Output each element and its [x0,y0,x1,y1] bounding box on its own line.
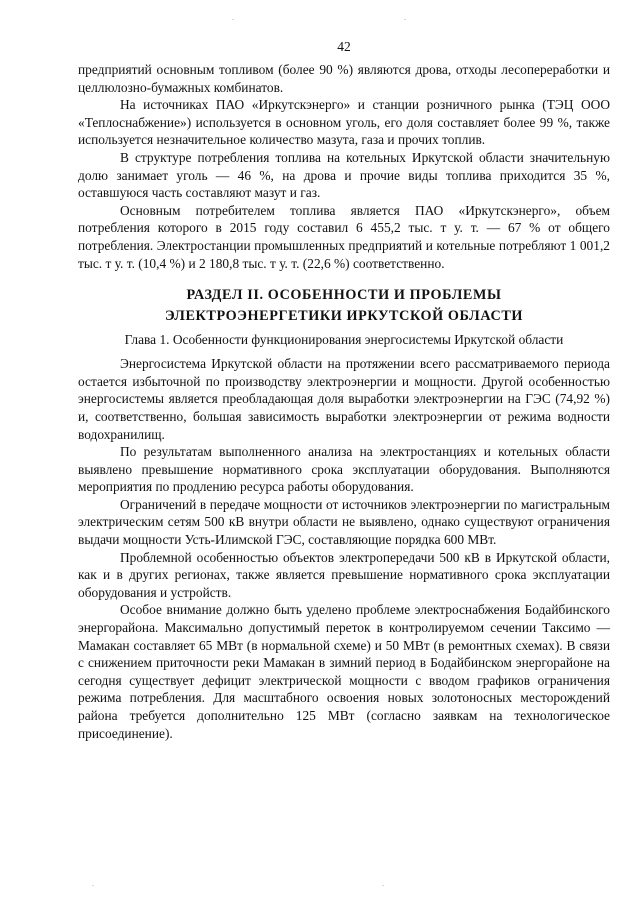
section-title [78,285,610,327]
scan-mark: . [404,13,406,22]
section-title-line: ЭЛЕКТРОЭНЕРГЕТИКИ ИРКУТСКОЙ ОБЛАСТИ [164,308,524,325]
paragraph: Особое внимание должно быть уделено проблеме электроснабжения Бодайбинского энергорайона. Максимально допустимый переток в контролируемом сечении Таксимо — Мамакан составляет 65 МВт (в нормальной схеме) и 50 МВт (в ремонтных схемах). В связи с снижением приточности реки Мамакан в зимний период в Бодайбинском энергорайоне на сегодня существует дефицит электрической мощности с вводом графиков ограничения режима потребления. Для масштабного освоения новых золотоносных месторождений района требуется дополнительно 125 МВт (согласно заявкам на технологическое присоединение). [78,602,610,741]
scan-mark: . [92,879,94,888]
page-number: 42 [337,39,351,54]
scan-mark: . [382,879,384,888]
paragraph: На источниках ПАО «Иркутскэнерго» и станции розничного рынка (ТЭЦ ООО «Теплоснабжение») используется в основном уголь, его доля составляет более 99 %, также используется незначительное количество мазута, газа и прочих топлив. [78,97,610,148]
paragraph: Энергосистема Иркутской области на протяжении всего рассматриваемого периода остается избыточной по производству электроэнергии и мощности. Другой особенностью энергосистемы является преобладающая доля выработки электроэнергии на ГЭС (74,92 %) и, соответственно, большая зависимость выработки электроэнергии от режима водности водохранилищ. [78,356,610,442]
section-title-line: РАЗДЕЛ II. ОСОБЕННОСТИ И ПРОБЛЕМЫ [186,287,502,304]
paragraph: В структуре потребления топлива на котельных Иркутской области значительную долю занимает уголь — 46 %, на дрова и прочие виды топлива приходится 35 %, оставшуюся часть составляют мазут и газ. [78,149,610,201]
paragraph: Ограничений в передаче мощности от источников электроэнергии по магистральным электрическим сетям 500 кВ внутри области не выявлено, однако существуют ограничения выдачи мощности Усть-Илимской ГЭС, составляющие порядка 600 МВт. [78,496,610,548]
chapter-title: Глава 1. Особенности функционирования энергосистемы Иркутской области [124,332,564,348]
scan-mark: . [232,13,234,22]
paragraph-continued: предприятий основным топливом (более 90 %) являются дрова, отходы лесопереработки и целлюлозно-бумажных комбинатов. [78,62,610,95]
paragraph: Проблемной особенностью объектов электропередачи 500 кВ в Иркутской области, как и в других регионах, также является превышение нормативного срока эксплуатации оборудования и устройств. [78,549,610,600]
paragraph: По результатам выполненного анализа на электростанциях и котельных области выявлено превышение нормативного срока эксплуатации оборудования. Выполняются мероприятия по продлению ресурса работы оборудования. [78,444,610,495]
paragraph: Основным потребителем топлива является ПАО «Иркутскэнерго», объем потребления которого в 2015 году составил 6 455,2 тыс. т у. т. — 67 % от общего потребления. Электростанции промышленных предприятий и котельные потребляют 1 001,2 тыс. т у. т. (10,4 %) и 2 180,8 тыс. т у. т. (22,6 %) соответственно. [78,202,610,271]
